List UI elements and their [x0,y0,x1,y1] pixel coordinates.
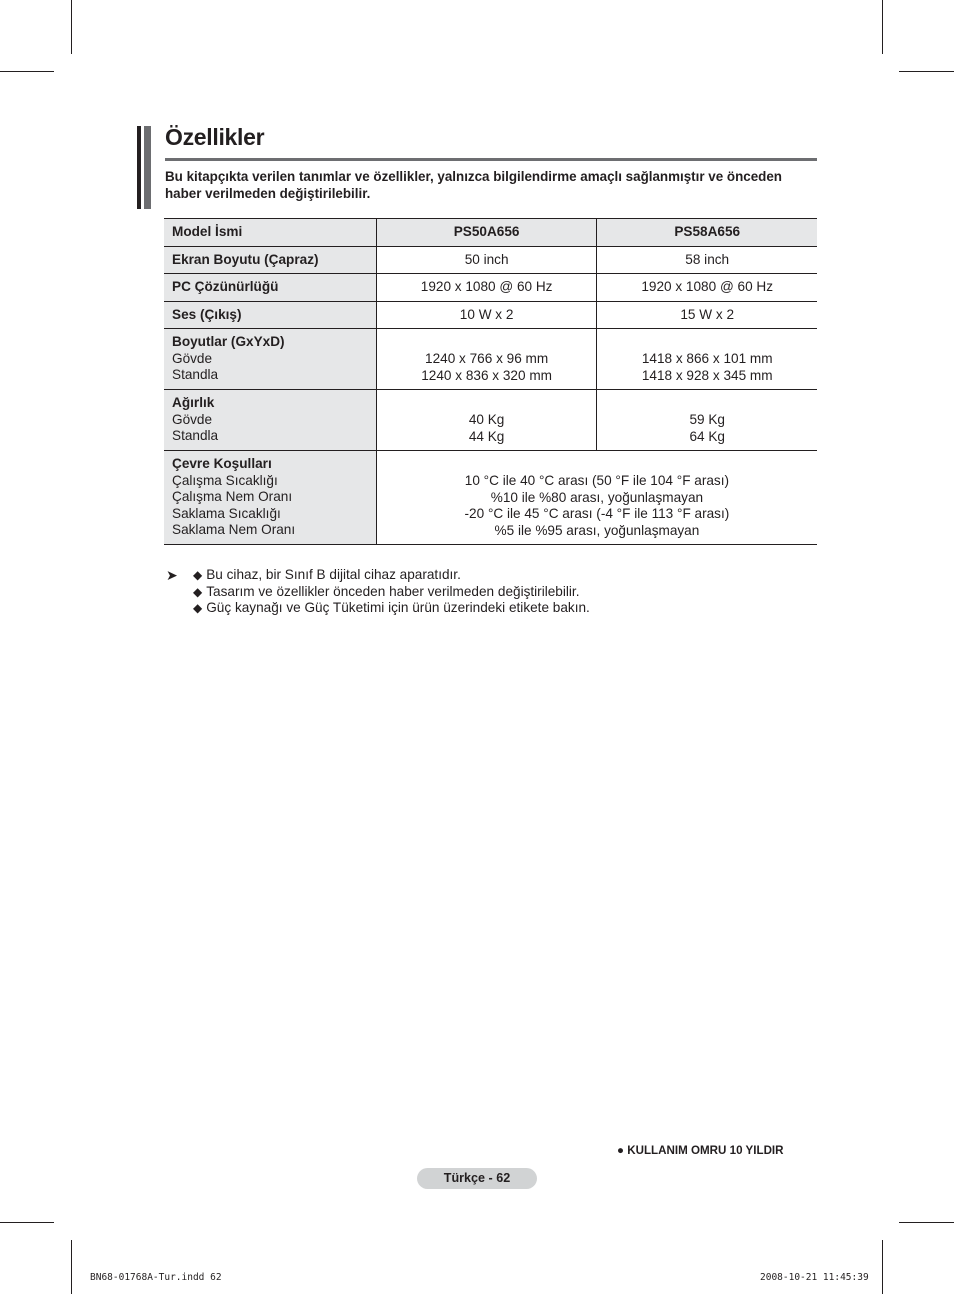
crop-mark [882,1240,883,1294]
table-row-sound [164,301,817,329]
cell: 59 Kg 64 Kg [597,390,817,451]
page-number-badge: Türkçe - 62 [417,1168,537,1189]
print-slug-date: 2008-10-21 11:45:39 [760,1272,869,1283]
row-label: Model İsmi [164,219,376,247]
cell: 58 inch [597,246,817,274]
crop-mark [71,1240,72,1294]
row-label: Ağırlık Gövde Standla [164,390,376,451]
crop-mark [0,1222,54,1223]
list-item: ◆ Tasarım ve özellikler önceden haber verilmeden değiştirilebilir. [193,583,580,599]
page-title: Özellikler [165,124,265,150]
notes [166,567,590,617]
cell: 1920 x 1080 @ 60 Hz [376,274,597,302]
cell: 10 °C ile 40 °C arası (50 °F ile 104 °F arası) %10 ile %80 arası, yoğunlaşmayan -20 °C ile 45 °C arası (-4 °F ile 113 °F arası) %5 ile %95 arası, yoğunlaşmayan [376,451,817,545]
spec-table [164,218,817,545]
list-item: ◆ Bu cihaz, bir Sınıf B dijital cihaz aparatıdır. [193,567,461,582]
cell: 1418 x 866 x 101 mm 1418 x 928 x 345 mm [597,329,817,390]
table-row-pc [164,274,817,302]
cell: 40 Kg 44 Kg [376,390,597,451]
row-label: Çevre Koşulları Çalışma Sıcaklığı Çalışma Nem Oranı Saklama Sıcaklığı Saklama Nem Oranı [164,451,376,545]
notes-list [166,567,590,617]
row-label: Boyutlar (GxYxD) Gövde Standla [164,329,376,390]
cell: 10 W x 2 [376,301,597,329]
title-rule [165,158,817,161]
row-label: PC Çözünürlüğü [164,274,376,302]
model-2: PS58A656 [597,219,817,247]
model-1: PS50A656 [376,219,597,247]
cell: 50 inch [376,246,597,274]
table-row-dimensions [164,329,817,390]
crop-mark [899,1222,954,1223]
diamond-bullet-icon: ◆ [193,568,203,582]
diamond-bullet-icon: ◆ [193,584,203,599]
crop-mark [0,71,54,72]
table-row-weight [164,390,817,451]
intro-text: Bu kitapçıkta verilen tanımlar ve özellikler, yalnızca bilgilendirme amaçlı sağlanmıştır ve önceden haber verilmeden değiştirilebilir. [165,169,782,201]
print-slug-file: BN68-01768A-Tur.indd 62 [90,1272,222,1283]
cell: 1920 x 1080 @ 60 Hz [597,274,817,302]
crop-mark [71,0,72,54]
title-bar-decoration [137,126,141,209]
row-label: Ses (Çıkış) [164,301,376,329]
table-row-model [164,219,817,247]
diamond-bullet-icon: ◆ [193,601,203,615]
title-bar-decoration [144,126,151,209]
cell: 15 W x 2 [597,301,817,329]
lifetime-note: ● KULLANIM OMRU 10 YILDIR [617,1144,784,1157]
list-item: ◆ Güç kaynağı ve Güç Tüketimi için ürün üzerindeki etikete bakın. [193,600,590,615]
table-row-environment [164,451,817,545]
arrow-right-icon: ➤ [166,567,178,583]
cell: 1240 x 766 x 96 mm 1240 x 836 x 320 mm [376,329,597,390]
table-row-screen [164,246,817,274]
crop-mark [882,0,883,54]
row-label: Ekran Boyutu (Çapraz) [164,246,376,274]
crop-mark [899,71,954,72]
